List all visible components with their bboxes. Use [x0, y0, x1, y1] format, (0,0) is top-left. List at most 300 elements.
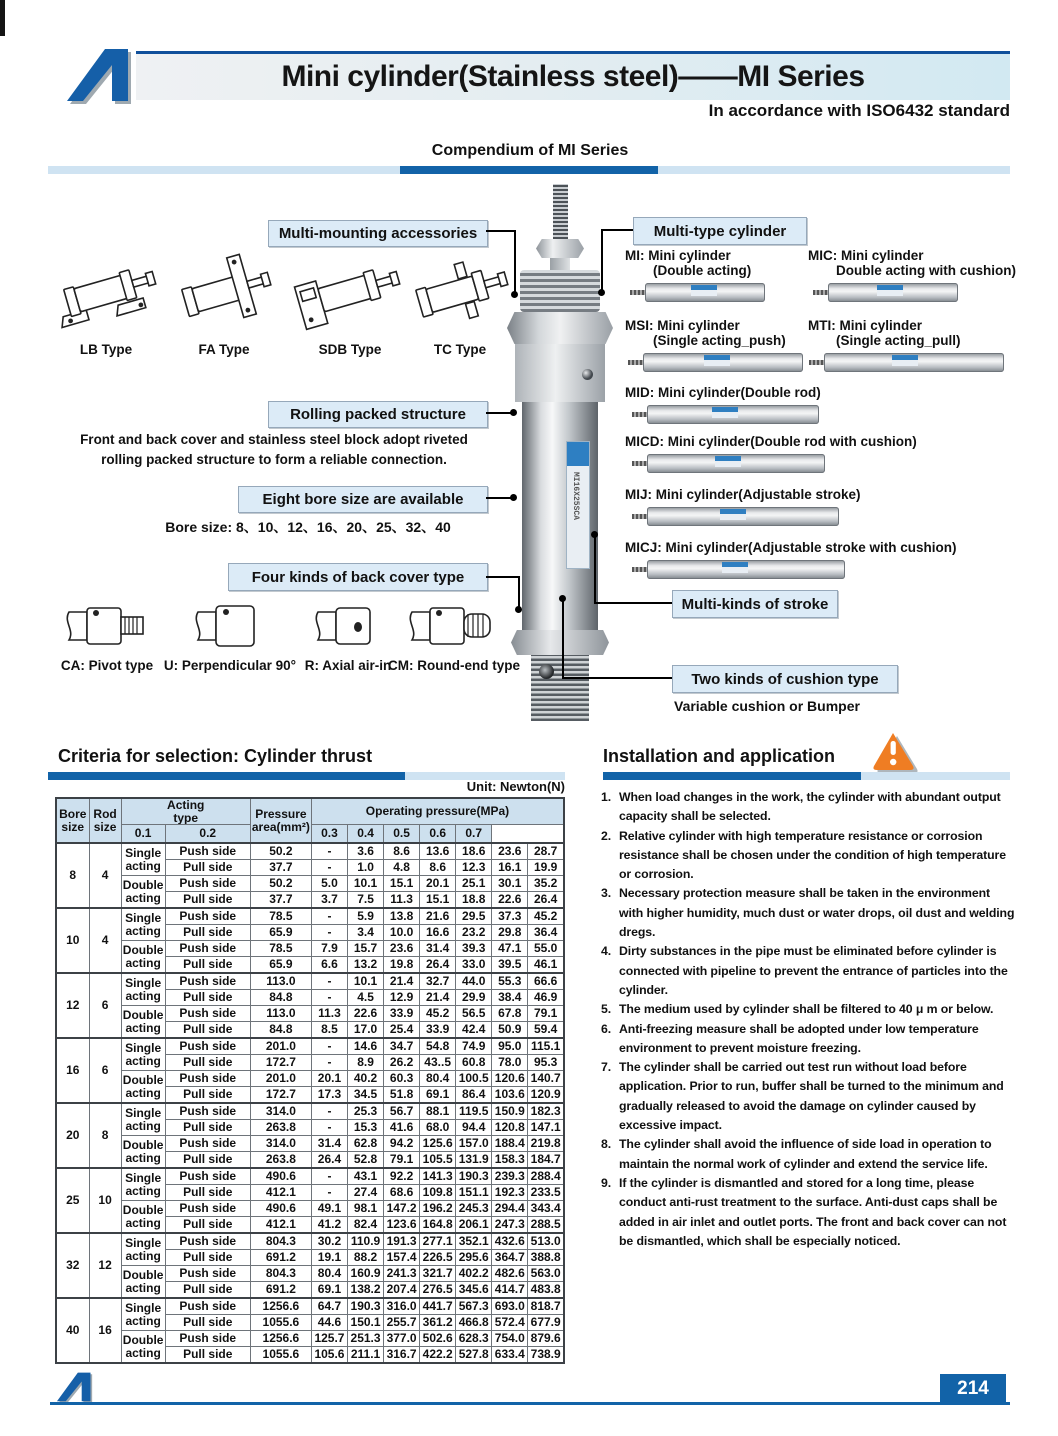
backcover-type-label: U: Perpendicular 90°: [163, 658, 297, 673]
thrust-value-cell: -: [311, 1038, 347, 1055]
acting-type-cell: Single acting: [121, 1103, 165, 1136]
thrust-value-cell: 120.8: [492, 1120, 528, 1136]
thrust-value-cell: 22.6: [492, 892, 528, 909]
thrust-value-cell: 677.9: [528, 1315, 564, 1331]
mounting-figure-lb: [50, 244, 162, 357]
thrust-value-cell: 295.6: [456, 1250, 492, 1266]
footer-logo-icon: [53, 1371, 95, 1404]
thrust-value-cell: 105.5: [420, 1152, 456, 1169]
side-cell: Push side: [165, 1168, 250, 1185]
thrust-value-cell: 233.5: [528, 1185, 564, 1201]
thrust-value-cell: 29.9: [456, 990, 492, 1006]
pressure-area-cell: 1256.6: [250, 1298, 311, 1315]
pressure-area-cell: 490.6: [250, 1201, 311, 1217]
side-cell: Push side: [165, 843, 250, 860]
thrust-value-cell: 47.1: [492, 941, 528, 957]
thrust-value-cell: -: [311, 860, 347, 876]
rod-size-cell: 4: [89, 843, 121, 908]
installation-note-item: [601, 788, 1015, 827]
warning-icon: [870, 731, 918, 775]
thrust-value-cell: 190.3: [456, 1168, 492, 1185]
thrust-value-cell: 563.0: [528, 1266, 564, 1282]
note-text: When load changes in the work, the cylinder with abundant output capacity shall be selected.: [619, 790, 1001, 824]
compendium-underline: [48, 166, 1010, 174]
pressure-area-cell: 1055.6: [250, 1315, 311, 1331]
page-title: Mini cylinder(Stainless steel)——MI Series: [281, 60, 865, 93]
thrust-value-cell: 131.9: [456, 1152, 492, 1169]
thrust-value-cell: 441.7: [420, 1298, 456, 1315]
backcover-tag: Four kinds of back cover type: [228, 563, 488, 591]
pressure-area-cell: 78.5: [250, 941, 311, 957]
thrust-value-cell: 44.6: [311, 1315, 347, 1331]
table-row: [56, 1298, 564, 1315]
thrust-value-cell: -: [311, 1168, 347, 1185]
compendium-title: Compendium of MI Series: [431, 142, 629, 159]
thrust-value-cell: 3.6: [348, 843, 384, 860]
thrust-value-cell: 17.0: [348, 1022, 384, 1039]
thrust-value-cell: 15.1: [420, 892, 456, 909]
thrust-value-cell: 21.4: [420, 990, 456, 1006]
thrust-value-cell: 10.0: [384, 925, 420, 941]
fa-type-drawing: [168, 244, 280, 340]
thrust-value-cell: 879.6: [528, 1331, 564, 1347]
thrust-value-cell: 105.6: [311, 1347, 347, 1364]
note-number: 3.: [601, 886, 612, 901]
col-header-rod: Rod size: [89, 798, 121, 843]
acting-type-cell: Double acting: [121, 1136, 165, 1169]
pressure-area-cell: 1055.6: [250, 1347, 311, 1364]
side-cell: Pull side: [165, 1120, 250, 1136]
thrust-value-cell: 513.0: [528, 1233, 564, 1250]
cushion-tag: Two kinds of cushion type: [672, 665, 898, 693]
thrust-value-cell: 25.4: [384, 1022, 420, 1039]
bore-size-cell: 32: [56, 1233, 89, 1298]
thrust-value-cell: 147.1: [528, 1120, 564, 1136]
pressure-area-cell: 412.1: [250, 1185, 311, 1201]
table-row: [56, 1136, 564, 1152]
backcover-figure-ca: [52, 598, 162, 673]
thrust-value-cell: 151.1: [456, 1185, 492, 1201]
thrust-value-cell: 26.2: [384, 1055, 420, 1071]
side-cell: Pull side: [165, 1185, 250, 1201]
side-cell: Pull side: [165, 1152, 250, 1169]
table-row: [56, 1071, 564, 1087]
thrust-value-cell: 59.4: [528, 1022, 564, 1039]
page-edge-mark: [0, 0, 5, 36]
thrust-value-cell: 80.4: [420, 1071, 456, 1087]
thrust-value-cell: 190.3: [348, 1298, 384, 1315]
thrust-value-cell: 11.3: [311, 1006, 347, 1022]
thrust-value-cell: 7.5: [348, 892, 384, 909]
thrust-value-cell: 92.2: [384, 1168, 420, 1185]
connector-line: [486, 230, 516, 232]
thrust-value-cell: 54.8: [420, 1038, 456, 1055]
table-row: [56, 1038, 564, 1055]
acting-type-cell: Single acting: [121, 973, 165, 1006]
back-cover-thread: [531, 655, 589, 721]
thrust-value-cell: 37.3: [492, 908, 528, 925]
mounting-type-label: SDB Type: [318, 342, 382, 357]
multitype-tag: Multi-type cylinder: [633, 217, 807, 245]
thrust-value-cell: 25.3: [348, 1103, 384, 1120]
thrust-value-cell: 50.9: [492, 1022, 528, 1039]
table-row: [56, 1006, 564, 1022]
connector-dot: [515, 606, 522, 613]
thrust-value-cell: 60.3: [384, 1071, 420, 1087]
installation-section-title: Installation and application: [603, 746, 836, 766]
table-row: [56, 908, 564, 925]
bore-size-cell: 16: [56, 1038, 89, 1103]
bore-tag: Eight bore size are available: [238, 486, 488, 513]
thrust-value-cell: 343.4: [528, 1201, 564, 1217]
thrust-value-cell: 140.7: [528, 1071, 564, 1087]
thrust-value-cell: 28.7: [528, 843, 564, 860]
thrust-value-cell: 66.6: [528, 973, 564, 990]
thrust-value-cell: 38.4: [492, 990, 528, 1006]
thrust-value-cell: 95.3: [528, 1055, 564, 1071]
thrust-value-cell: 69.1: [420, 1087, 456, 1104]
thrust-value-cell: 466.8: [456, 1315, 492, 1331]
bore-size-cell: 25: [56, 1168, 89, 1233]
table-row: [56, 1331, 564, 1347]
thrust-value-cell: 16.1: [492, 860, 528, 876]
thrust-value-cell: 39.5: [492, 957, 528, 974]
thrust-value-cell: 123.6: [384, 1217, 420, 1234]
rod-size-cell: 6: [89, 973, 121, 1038]
thrust-value-cell: 17.3: [311, 1087, 347, 1104]
cylinder-type-mic: MIC: Mini cylinder Double acting with cushion): [808, 248, 1016, 302]
thrust-value-cell: 633.4: [492, 1347, 528, 1364]
note-number: 9.: [601, 1175, 612, 1190]
threaded-collar: [520, 270, 600, 312]
thrust-value-cell: 125.7: [311, 1331, 347, 1347]
thrust-value-cell: 10.1: [348, 973, 384, 990]
connector-dot: [511, 291, 518, 298]
thrust-value-cell: 29.5: [456, 908, 492, 925]
thrust-value-cell: 693.0: [492, 1298, 528, 1315]
thrust-value-cell: 184.7: [528, 1152, 564, 1169]
sdb-type-drawing: [292, 244, 408, 340]
col-header-pressure: Operating pressure(MPa): [311, 798, 564, 825]
front-cover-block: [515, 344, 605, 402]
side-cell: Push side: [165, 1331, 250, 1347]
thrust-value-cell: 1.0: [348, 860, 384, 876]
cm-roundend-drawing: [404, 598, 504, 656]
thrust-value-cell: 141.3: [420, 1168, 456, 1185]
thrust-value-cell: 321.7: [420, 1266, 456, 1282]
acting-type-cell: Single acting: [121, 1168, 165, 1201]
cylinder-photo: [647, 560, 845, 579]
thrust-value-cell: 79.1: [528, 1006, 564, 1022]
acting-type-cell: Single acting: [121, 843, 165, 876]
thrust-table-body: [56, 843, 564, 1363]
table-row: [56, 843, 564, 860]
cylinder-photo: [647, 454, 825, 473]
standard-note: In accordance with ISO6432 standard: [708, 101, 1010, 120]
thrust-value-cell: 13.8: [384, 908, 420, 925]
table-row: [56, 1168, 564, 1185]
cylinder-photo: [824, 353, 1004, 372]
pressure-area-cell: 263.8: [250, 1152, 311, 1169]
thrust-value-cell: 60.8: [456, 1055, 492, 1071]
thrust-table: [55, 797, 565, 1364]
thrust-value-cell: 42.4: [456, 1022, 492, 1039]
thrust-section-title: Criteria for selection: Cylinder thrust: [58, 746, 373, 766]
side-cell: Push side: [165, 1038, 250, 1055]
thrust-value-cell: 206.1: [456, 1217, 492, 1234]
acting-type-cell: Double acting: [121, 1266, 165, 1299]
thrust-value-cell: 21.6: [420, 908, 456, 925]
thrust-value-cell: 294.4: [492, 1201, 528, 1217]
thrust-value-cell: 29.8: [492, 925, 528, 941]
bore-size-cell: 8: [56, 843, 89, 908]
mounting-type-label: FA Type: [198, 342, 250, 357]
pressure-area-cell: 172.7: [250, 1087, 311, 1104]
pressure-tick: 0.1: [121, 825, 165, 844]
cylinder-type-mti: MTI: Mini cylinder (Single acting_pull): [808, 318, 1004, 372]
thrust-value-cell: 94.4: [456, 1120, 492, 1136]
note-text: Anti-freezing measure shall be adopted under low temperature environment to prevent moisture freezing.: [619, 1021, 979, 1055]
thrust-value-cell: 3.4: [348, 925, 384, 941]
note-number: 6.: [601, 1021, 612, 1036]
thrust-value-cell: 4.8: [384, 860, 420, 876]
acting-type-cell: Single acting: [121, 1298, 165, 1331]
connector-dot: [559, 595, 566, 602]
cylinder-photo: [647, 405, 819, 424]
note-text: Necessary protection measure shall be taken in the environment with higher humidity, much dust or water drops, oil dust and welding dregs.: [619, 886, 1015, 940]
thrust-value-cell: 5.9: [348, 908, 384, 925]
pressure-area-cell: 172.7: [250, 1055, 311, 1071]
thrust-value-cell: 49.1: [311, 1201, 347, 1217]
pressure-tick: 0.2: [165, 825, 250, 844]
thrust-value-cell: 361.2: [420, 1315, 456, 1331]
cylinder-type-micd: MICD: Mini cylinder(Double rod with cushion): [625, 434, 917, 473]
rod-nut: [536, 239, 584, 258]
thrust-value-cell: 26.4: [528, 892, 564, 909]
thrust-value-cell: 31.4: [311, 1136, 347, 1152]
connector-line: [562, 599, 564, 679]
thrust-value-cell: 8.6: [420, 860, 456, 876]
cushion-note: Variable cushion or Bumper: [674, 698, 860, 714]
acting-type-cell: Single acting: [121, 1233, 165, 1266]
rod-size-cell: 16: [89, 1298, 121, 1363]
thrust-value-cell: 88.1: [420, 1103, 456, 1120]
table-row: [56, 1233, 564, 1250]
col-header-bore: Bore size: [56, 798, 89, 843]
thrust-value-cell: 68.0: [420, 1120, 456, 1136]
pressure-area-cell: 1256.6: [250, 1331, 311, 1347]
thrust-value-cell: 188.4: [492, 1136, 528, 1152]
thrust-value-cell: 103.6: [492, 1087, 528, 1104]
backcover-type-label: CA: Pivot type: [60, 658, 154, 673]
thrust-value-cell: 23.6: [492, 843, 528, 860]
thrust-value-cell: 125.6: [420, 1136, 456, 1152]
connector-line: [514, 230, 516, 294]
thrust-value-cell: 8.6: [384, 843, 420, 860]
thrust-value-cell: 74.9: [456, 1038, 492, 1055]
thrust-value-cell: 78.0: [492, 1055, 528, 1071]
side-cell: Push side: [165, 1071, 250, 1087]
title-band: [136, 51, 1010, 100]
thrust-value-cell: 13.2: [348, 957, 384, 974]
mounting-figure-fa: [168, 244, 280, 357]
thrust-value-cell: 80.4: [311, 1266, 347, 1282]
lb-type-drawing: [50, 244, 162, 340]
thrust-value-cell: 44.0: [456, 973, 492, 990]
thrust-value-cell: 241.3: [384, 1266, 420, 1282]
thrust-value-cell: 34.7: [384, 1038, 420, 1055]
ca-pivot-drawing: [61, 598, 153, 656]
acting-type-cell: Double acting: [121, 1006, 165, 1039]
thrust-value-cell: 160.9: [348, 1266, 384, 1282]
thrust-value-cell: 25.1: [456, 876, 492, 892]
thrust-value-cell: 157.4: [384, 1250, 420, 1266]
thrust-value-cell: 402.2: [456, 1266, 492, 1282]
thrust-value-cell: 82.4: [348, 1217, 384, 1234]
cylinder-photo: [643, 353, 803, 372]
piston-rod: [553, 184, 568, 239]
cylinder-photo: [828, 283, 958, 302]
thrust-value-cell: 98.1: [348, 1201, 384, 1217]
thrust-value-cell: 754.0: [492, 1331, 528, 1347]
rod-size-cell: 10: [89, 1168, 121, 1233]
thrust-value-cell: 21.4: [384, 973, 420, 990]
note-number: 5.: [601, 1002, 612, 1017]
connector-line: [601, 229, 633, 231]
installation-section-underline: [603, 772, 1010, 780]
mounting-nut: [507, 312, 613, 344]
thrust-value-cell: 46.9: [528, 990, 564, 1006]
thrust-value-cell: -: [311, 990, 347, 1006]
thrust-value-cell: 245.3: [456, 1201, 492, 1217]
thrust-value-cell: 5.0: [311, 876, 347, 892]
pressure-area-cell: 201.0: [250, 1038, 311, 1055]
thrust-value-cell: 226.5: [420, 1250, 456, 1266]
col-header-acting: Acting type: [121, 798, 250, 825]
thrust-value-cell: 12.9: [384, 990, 420, 1006]
thrust-value-cell: -: [311, 843, 347, 860]
thrust-value-cell: 388.8: [528, 1250, 564, 1266]
thrust-value-cell: 164.8: [420, 1217, 456, 1234]
brand-logo-icon: [60, 46, 136, 106]
mounting-tag: Multi-mounting accessories: [268, 220, 488, 247]
note-number: 2.: [601, 828, 612, 843]
side-cell: Push side: [165, 1233, 250, 1250]
thrust-value-cell: 196.2: [420, 1201, 456, 1217]
connector-dot: [510, 409, 517, 416]
pressure-area-cell: 84.8: [250, 1022, 311, 1039]
side-cell: Pull side: [165, 1217, 250, 1234]
thrust-value-cell: 818.7: [528, 1298, 564, 1315]
thrust-value-cell: 20.1: [311, 1071, 347, 1087]
thrust-value-cell: 14.6: [348, 1038, 384, 1055]
thrust-value-cell: 43..5: [420, 1055, 456, 1071]
thrust-value-cell: 422.2: [420, 1347, 456, 1364]
installation-note-item: [601, 942, 1015, 1000]
rod-size-cell: 6: [89, 1038, 121, 1103]
pressure-area-cell: 263.8: [250, 1120, 311, 1136]
thrust-value-cell: 120.6: [492, 1071, 528, 1087]
thrust-value-cell: 482.6: [492, 1266, 528, 1282]
thrust-value-cell: 22.6: [348, 1006, 384, 1022]
connector-line: [594, 602, 672, 604]
side-cell: Pull side: [165, 1250, 250, 1266]
thrust-value-cell: 62.8: [348, 1136, 384, 1152]
pressure-area-cell: 37.7: [250, 860, 311, 876]
table-row: [56, 876, 564, 892]
thrust-value-cell: 33.0: [456, 957, 492, 974]
thrust-value-cell: 20.1: [420, 876, 456, 892]
thrust-value-cell: 316.0: [384, 1298, 420, 1315]
thrust-value-cell: 8.5: [311, 1022, 347, 1039]
thrust-value-cell: 207.4: [384, 1282, 420, 1299]
thrust-value-cell: 43.1: [348, 1168, 384, 1185]
side-cell: Push side: [165, 1266, 250, 1282]
thrust-value-cell: 26.4: [311, 1152, 347, 1169]
thrust-value-cell: 23.6: [384, 941, 420, 957]
acting-type-cell: Single acting: [121, 908, 165, 941]
table-header-row: [56, 798, 564, 825]
thrust-value-cell: 120.9: [528, 1087, 564, 1104]
installation-note-item: [601, 1020, 1015, 1059]
thrust-value-cell: 7.9: [311, 941, 347, 957]
connector-line: [594, 535, 596, 604]
note-number: 4.: [601, 944, 612, 959]
note-number: 7.: [601, 1060, 612, 1075]
thrust-value-cell: 150.1: [348, 1315, 384, 1331]
thrust-value-cell: 432.6: [492, 1233, 528, 1250]
table-row: [56, 1266, 564, 1282]
thrust-value-cell: 277.1: [420, 1233, 456, 1250]
connector-line: [518, 576, 520, 610]
cylinder-type-msi: MSI: Mini cylinder (Single acting_push): [625, 318, 803, 372]
rod-size-cell: 4: [89, 908, 121, 973]
side-cell: Push side: [165, 1201, 250, 1217]
thrust-value-cell: 12.3: [456, 860, 492, 876]
thrust-value-cell: 191.3: [384, 1233, 420, 1250]
thrust-value-cell: 483.8: [528, 1282, 564, 1299]
connector-line: [562, 677, 672, 679]
mounting-type-label: LB Type: [79, 342, 133, 357]
thrust-value-cell: 138.2: [348, 1282, 384, 1299]
thrust-value-cell: 6.6: [311, 957, 347, 974]
col-header-area: Pressure area(mm²): [250, 798, 311, 843]
pressure-area-cell: 314.0: [250, 1136, 311, 1152]
side-cell: Pull side: [165, 1022, 250, 1039]
backcover-figure-r: [298, 598, 398, 673]
thrust-value-cell: 30.1: [492, 876, 528, 892]
installation-note-item: [601, 1000, 1015, 1019]
thrust-value-cell: 182.3: [528, 1103, 564, 1120]
pressure-area-cell: 804.3: [250, 1266, 311, 1282]
thrust-value-cell: -: [311, 908, 347, 925]
pressure-area-cell: 65.9: [250, 925, 311, 941]
thrust-value-cell: 79.1: [384, 1152, 420, 1169]
r-axial-drawing: [302, 598, 394, 656]
u-perpendicular-drawing: [184, 598, 276, 656]
side-cell: Pull side: [165, 1315, 250, 1331]
thrust-value-cell: 247.3: [492, 1217, 528, 1234]
pressure-area-cell: 113.0: [250, 1006, 311, 1022]
thrust-value-cell: 86.4: [456, 1087, 492, 1104]
main-cylinder-photo: [492, 184, 628, 721]
installation-note-item: [601, 1174, 1015, 1251]
bore-size-cell: 20: [56, 1103, 89, 1168]
connector-dot: [591, 531, 598, 538]
thrust-value-cell: 19.8: [384, 957, 420, 974]
side-cell: Pull side: [165, 1055, 250, 1071]
thrust-value-cell: 15.1: [384, 876, 420, 892]
